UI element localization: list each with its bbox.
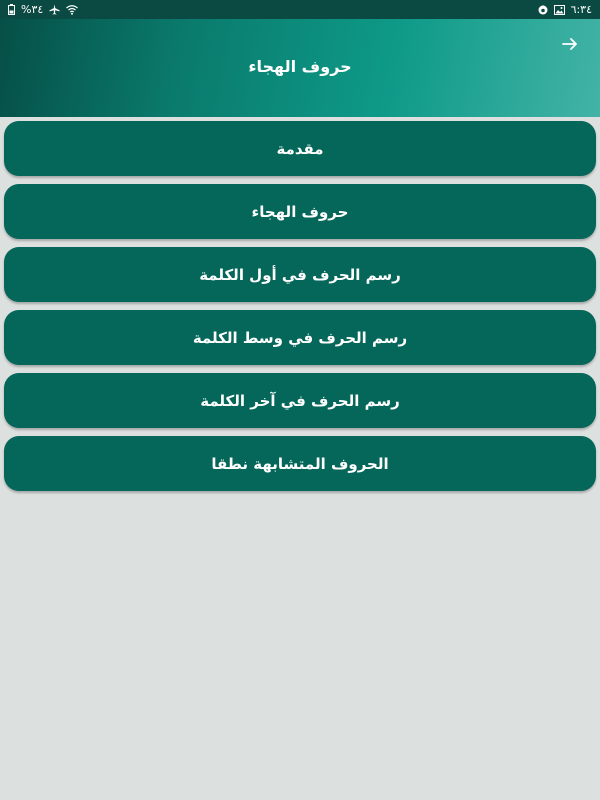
arrow-right-icon	[560, 39, 580, 58]
wifi-icon	[66, 5, 78, 15]
menu-item-letter-end-of-word[interactable]	[4, 373, 596, 428]
menu-item-label: رسم الحرف في آخر الكلمة	[200, 391, 400, 410]
app-bar	[0, 19, 600, 117]
status-bar-left	[8, 3, 78, 16]
menu-item-letter-start-of-word[interactable]	[4, 247, 596, 302]
menu-item-label: رسم الحرف في وسط الكلمة	[192, 328, 408, 347]
battery-level: %٣٤	[21, 3, 44, 16]
menu-item-label: مقدمة	[276, 139, 324, 158]
drop-icon	[538, 4, 548, 15]
menu-item-label: حروف الهجاء	[251, 202, 349, 221]
menu-item-alphabet[interactable]	[4, 184, 596, 239]
status-bar	[0, 0, 600, 19]
page-title: حروف الهجاء	[248, 57, 352, 76]
status-bar-right	[538, 3, 592, 16]
image-icon	[554, 5, 565, 15]
airplane-icon	[49, 4, 60, 15]
status-time: ٦:٣٤	[570, 3, 592, 16]
menu-item-letter-middle-of-word[interactable]	[4, 310, 596, 365]
battery-icon	[8, 4, 15, 15]
menu-item-label: الحروف المتشابهة نطقا	[211, 454, 389, 473]
menu-item-introduction[interactable]	[4, 121, 596, 176]
menu-item-label: رسم الحرف في أول الكلمة	[199, 265, 401, 284]
menu-item-similar-sounding-letters[interactable]	[4, 436, 596, 491]
menu-list	[4, 121, 596, 499]
back-button[interactable]	[560, 34, 580, 54]
